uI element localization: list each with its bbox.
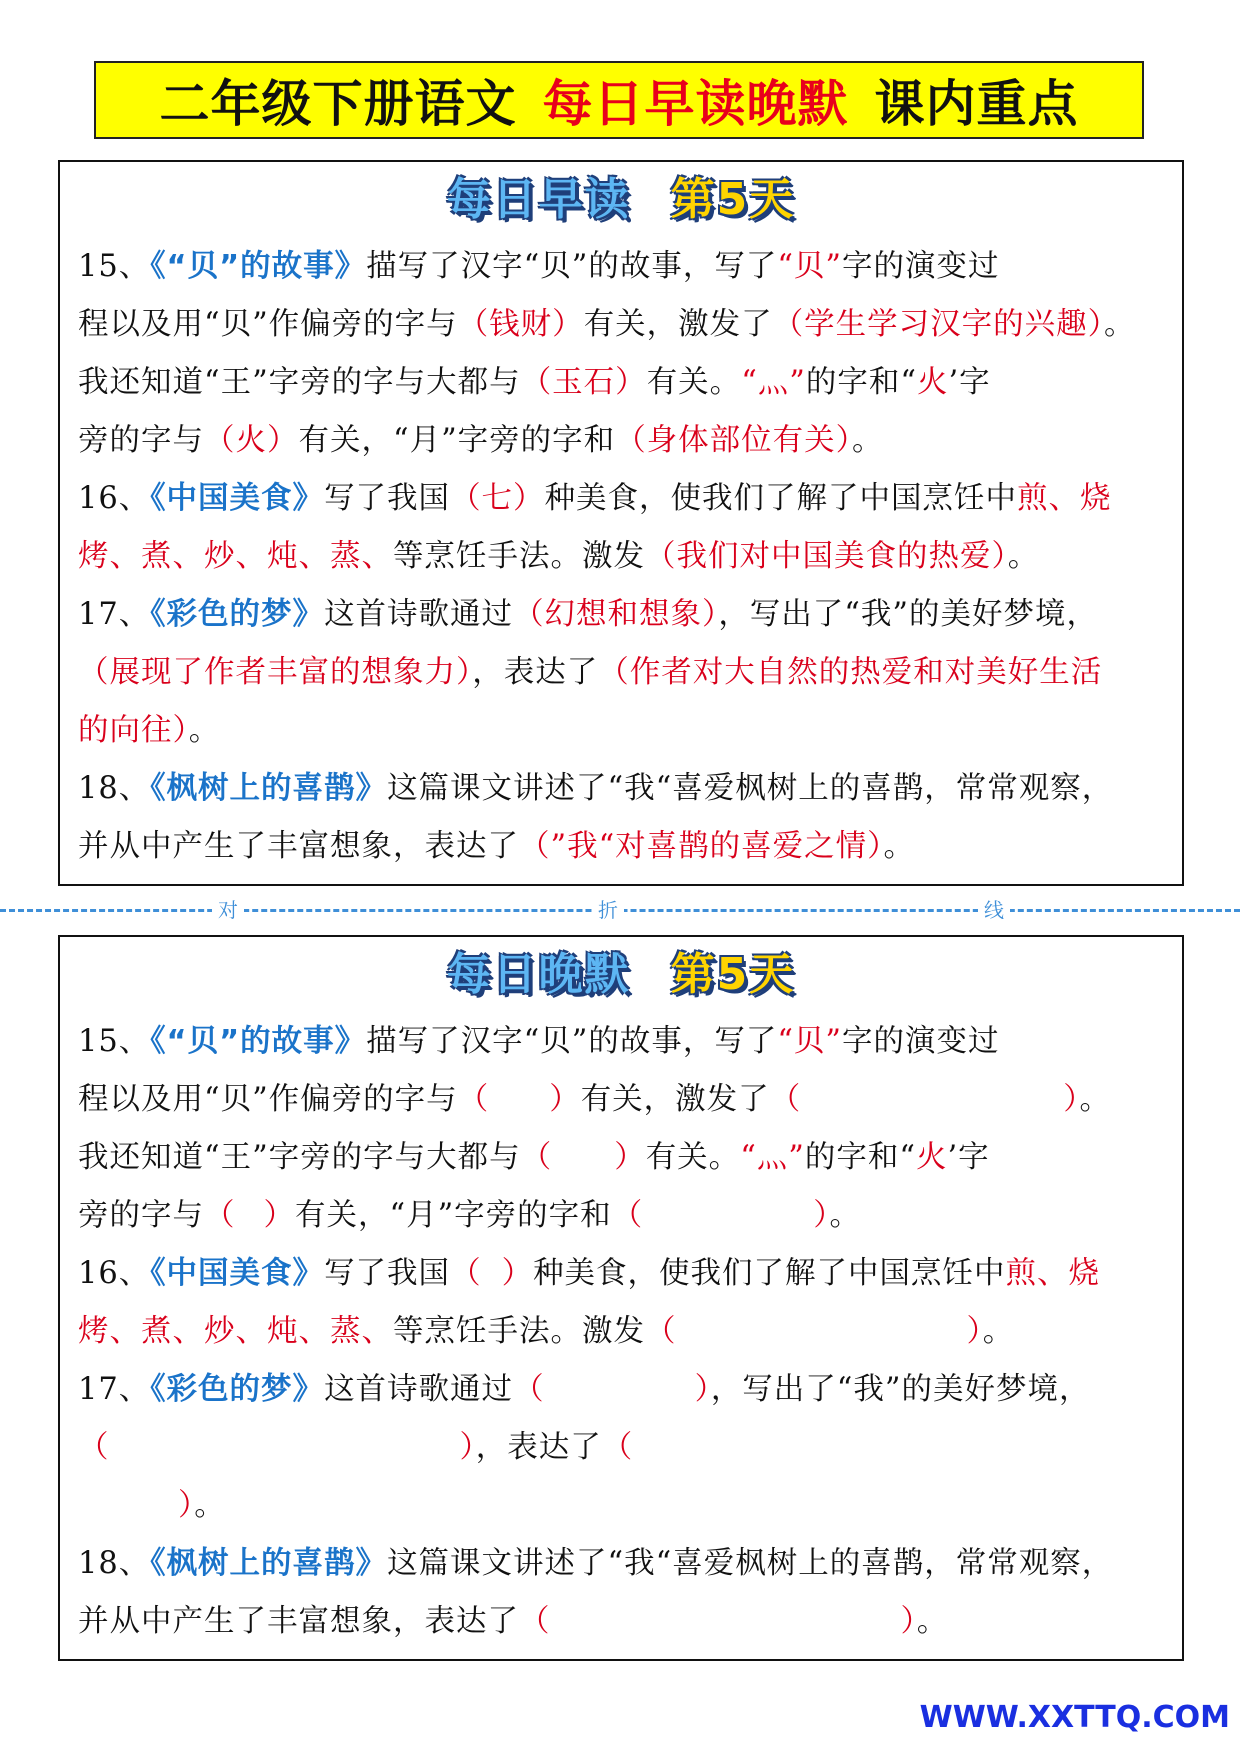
text: 我还知道“王”字旁的字与大都与 [78, 365, 521, 400]
text: 。 [916, 1604, 949, 1639]
text: 。 [1103, 307, 1136, 342]
lesson-title: 《中国美食》 [150, 481, 325, 516]
text: 旁的字与 [78, 1198, 204, 1233]
answer-text: （身体部位有关） [615, 423, 852, 458]
text: 有关。 [646, 365, 742, 400]
answer-text: 的向往） [78, 713, 189, 748]
text: 有关，激发了 [580, 1082, 770, 1117]
text: 描写了汉字“贝”的故事，写了 [366, 249, 778, 284]
text: 并从中产生了丰富想象，表达了 [78, 829, 519, 864]
blank-close: ） [694, 1372, 711, 1407]
answer-text: （”我“对喜鹊的喜爱之情） [519, 829, 884, 864]
text-line [78, 1419, 1168, 1477]
blank-open: （ [78, 1430, 110, 1465]
text-line [78, 818, 1168, 876]
page-title-banner [94, 61, 1144, 139]
blank-open: （ [520, 1140, 553, 1175]
text: 我还知道“王”字旁的字与大都与 [78, 1140, 521, 1175]
answer-text: （钱财） [457, 307, 584, 342]
blank-close: ） [1063, 1082, 1080, 1117]
morning-heading [60, 172, 1182, 228]
text: 。 [982, 1314, 1015, 1349]
fold-label: 线 [978, 894, 1010, 923]
text: 并从中产生了丰富想象，表达了 [78, 1604, 519, 1639]
morning-heading-label: 每日早读 [446, 174, 631, 225]
text: 写了我国 [324, 1256, 451, 1291]
text: 种美食，使我们了解了中国烹饪中 [533, 1256, 1006, 1291]
text: 旁的字与 [78, 423, 204, 458]
morning-day-label: 第5天 [670, 174, 796, 225]
blank-close: ） [966, 1314, 983, 1349]
text: 程以及用“贝”作偏旁的字与 [78, 1082, 458, 1117]
text: 。 [829, 1198, 861, 1233]
lesson-title: 《枫树上的喜鹊》 [150, 1546, 388, 1581]
text: ，表达了 [472, 655, 599, 690]
answer-text: （七） [450, 481, 545, 516]
morning-content [78, 238, 1168, 876]
text: ’字 [948, 365, 991, 400]
blank-close: ） [549, 1082, 581, 1117]
title-grade: 二年级下册语文 [159, 75, 517, 133]
text-line [78, 1187, 1168, 1245]
fold-label: 对 [212, 894, 244, 923]
blank-open: （ [513, 1372, 545, 1407]
fold-line [0, 898, 1240, 922]
lesson-title: 《彩色的梦》 [150, 597, 325, 632]
website-url[interactable]: WWW.XXTTQ.COM [919, 1700, 1230, 1735]
evening-dictation-panel [58, 935, 1184, 1661]
item-number: 16、 [78, 1256, 151, 1291]
blank-close: ） [501, 1256, 534, 1291]
text: 这篇课文讲述了“我“喜爱枫树上的喜鹊，常常观察， [387, 771, 1114, 806]
item-number: 16、 [78, 481, 151, 516]
text: ’字 [947, 1140, 990, 1175]
text-line [78, 1303, 1168, 1361]
lesson-title: 《“贝”的故事》 [150, 249, 367, 284]
answer-text: （我们对中国美食的热爱） [645, 539, 1008, 574]
blank-open: （ [519, 1604, 551, 1639]
text: 。 [851, 423, 884, 458]
answer-text: （火） [204, 423, 299, 458]
answer-text: （玉石） [520, 365, 647, 400]
text: 的字和“ [804, 1140, 916, 1175]
text-line [78, 238, 1168, 296]
blank-close: ） [614, 1140, 646, 1175]
answer-text: （展现了作者丰富的想象力） [78, 655, 473, 690]
text: 描写了汉字“贝”的故事，写了 [366, 1024, 778, 1059]
lesson-title: 《彩色的梦》 [150, 1372, 325, 1407]
blank-close: ） [459, 1430, 476, 1465]
text-line [78, 702, 1168, 760]
text-line [78, 528, 1168, 586]
answer-text: 火 [915, 1140, 948, 1175]
text-line [78, 586, 1168, 644]
text: 字的演变过 [842, 1024, 1000, 1059]
answer-text: “灬” [741, 365, 806, 400]
text: 这首诗歌通过 [324, 1372, 514, 1407]
text: 等烹饪手法。激发 [393, 539, 645, 574]
text: 。 [188, 713, 221, 748]
item-number: 18、 [78, 771, 151, 806]
text-line [78, 412, 1168, 470]
text: 。 [883, 829, 915, 864]
text: 。 [194, 1488, 226, 1523]
text-line [78, 296, 1168, 354]
item-number: 15、 [78, 249, 151, 284]
text-line [78, 1129, 1168, 1187]
answer-text: “贝” [777, 1024, 843, 1059]
answer-text: 煎、烧 [1005, 1256, 1101, 1291]
title-daily-reading: 每日早读晚默 [542, 75, 849, 133]
text: 等烹饪手法。激发 [393, 1314, 645, 1349]
text: 。 [1079, 1082, 1111, 1117]
blank-close: ） [900, 1604, 917, 1639]
blank-close: ） [813, 1198, 830, 1233]
blank-close: ） [178, 1488, 195, 1523]
answer-text: 火 [916, 365, 949, 400]
text-line [78, 1593, 1168, 1651]
text-line [78, 1477, 1168, 1535]
text: ，写出了“我”的美好梦境， [710, 1372, 1091, 1407]
text: 有关。 [645, 1140, 741, 1175]
text-line [78, 760, 1168, 818]
item-number: 17、 [78, 1372, 151, 1407]
lesson-title: 《中国美食》 [150, 1256, 325, 1291]
item-number: 15、 [78, 1024, 151, 1059]
answer-text: “灬” [740, 1140, 805, 1175]
blank-open: （ [611, 1198, 644, 1233]
text: 有关，激发了 [583, 307, 773, 342]
text: 有关，“月”字旁的字和 [295, 1198, 612, 1233]
answer-text: （学生学习汉字的兴趣） [772, 307, 1104, 342]
title-key-points: 课内重点 [874, 75, 1079, 133]
text: ，表达了 [475, 1430, 602, 1465]
answer-text: 煎、烧 [1017, 481, 1112, 516]
text: 种美食，使我们了解了中国烹饪中 [544, 481, 1018, 516]
blank-open: （ [645, 1314, 677, 1349]
item-number: 17、 [78, 597, 151, 632]
text-line [78, 1535, 1168, 1593]
text: ，写出了“我”的美好梦境， [718, 597, 1098, 632]
text-line [78, 1245, 1168, 1303]
text-line [78, 1071, 1168, 1129]
answer-text: “贝” [777, 249, 843, 284]
fold-label: 折 [592, 894, 624, 923]
text-line [78, 1361, 1168, 1419]
text: 程以及用“贝”作偏旁的字与 [78, 307, 458, 342]
text-line [78, 470, 1168, 528]
blank-open: （ [601, 1430, 634, 1465]
text-line [78, 354, 1168, 412]
answer-text: （作者对大自然的热爱和对美好生活 [598, 655, 1103, 690]
text: 字的演变过 [842, 249, 1000, 284]
evening-day-label: 第5天 [670, 949, 796, 1000]
blank-open: （ [450, 1256, 482, 1291]
text: 有关，“月”字旁的字和 [298, 423, 616, 458]
lesson-title: 《枫树上的喜鹊》 [150, 771, 388, 806]
evening-content [78, 1013, 1168, 1651]
morning-reading-panel [58, 160, 1184, 886]
evening-heading [60, 947, 1182, 1003]
blank-open: （ [204, 1198, 236, 1233]
blank-close: ） [263, 1198, 295, 1233]
evening-heading-label: 每日晚默 [446, 949, 631, 1000]
answer-text: 烤、煮、炒、炖、蒸、 [78, 539, 393, 574]
text: 。 [1007, 539, 1040, 574]
text: 的字和“ [805, 365, 917, 400]
lesson-title: 《“贝”的故事》 [150, 1024, 367, 1059]
text: 这首诗歌通过 [324, 597, 514, 632]
blank-open: （ [769, 1082, 802, 1117]
answer-text: （幻想和想象） [513, 597, 719, 632]
item-number: 18、 [78, 1546, 151, 1581]
text-line [78, 644, 1168, 702]
text: 这篇课文讲述了“我“喜爱枫树上的喜鹊，常常观察， [387, 1546, 1114, 1581]
text: 写了我国 [324, 481, 451, 516]
blank-open: （ [457, 1082, 490, 1117]
answer-text: 烤、煮、炒、炖、蒸、 [78, 1314, 393, 1349]
text-line [78, 1013, 1168, 1071]
